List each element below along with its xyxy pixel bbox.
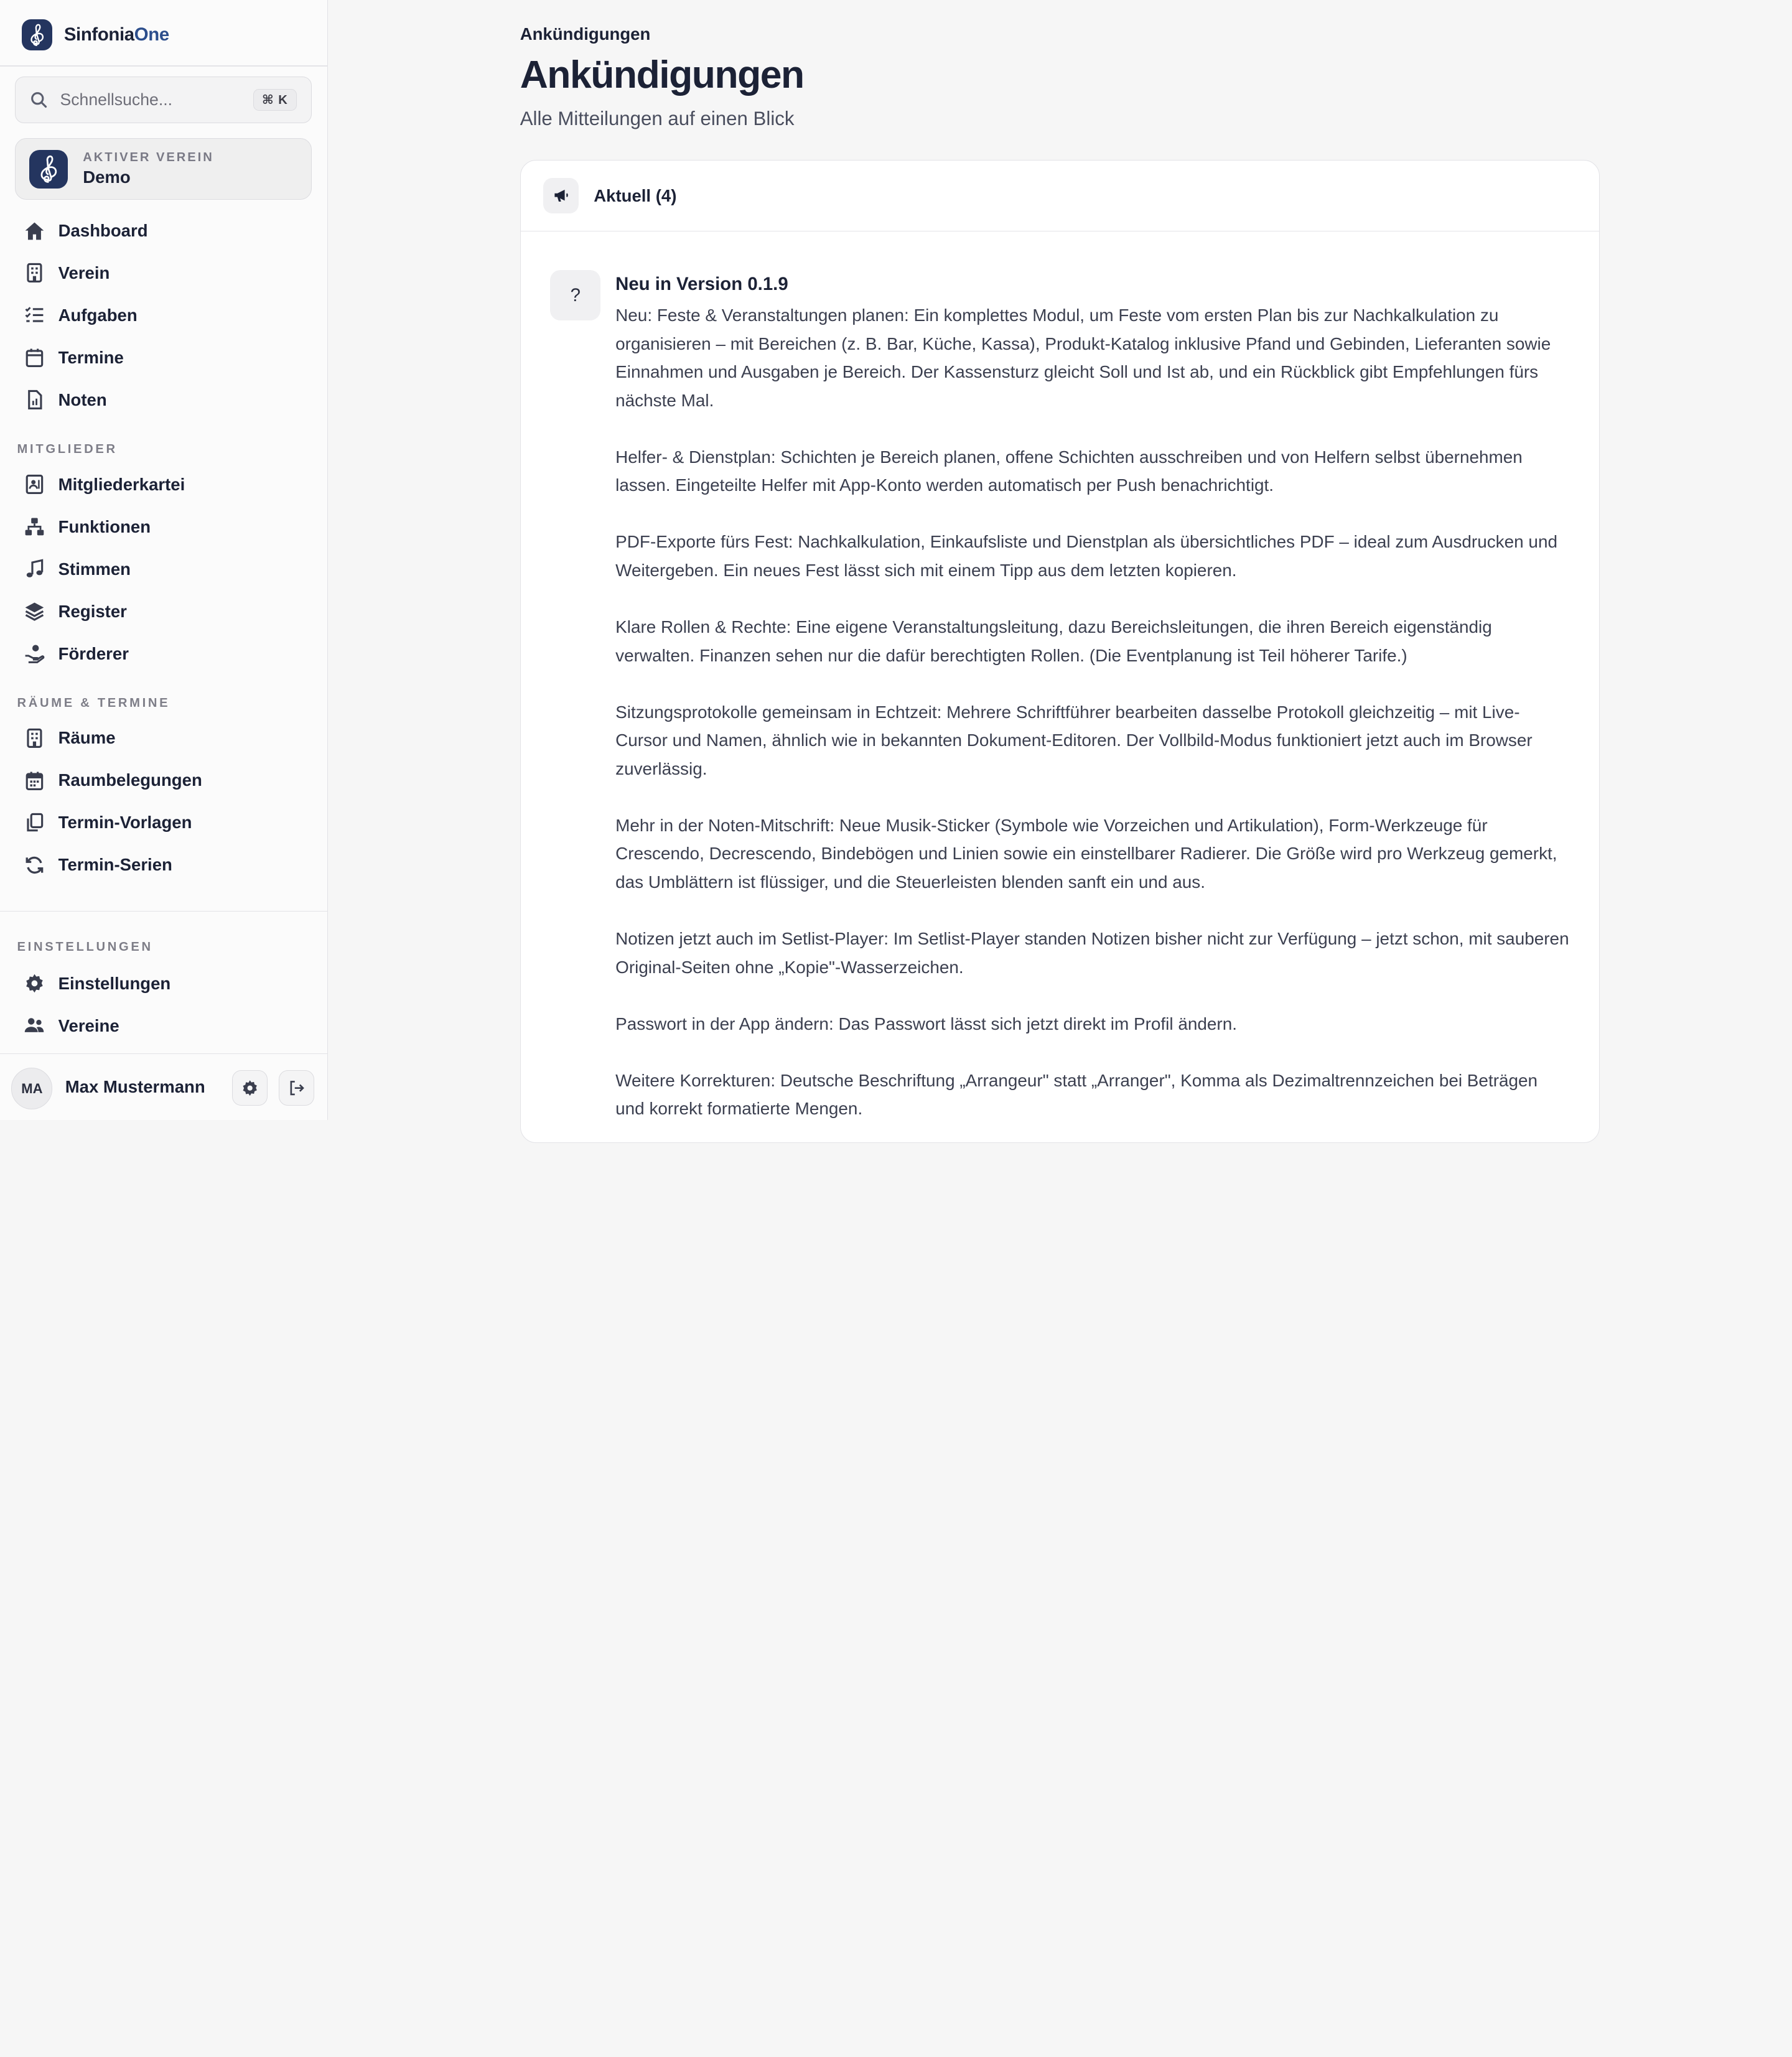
- quick-search-input[interactable]: [15, 77, 312, 123]
- logout-button[interactable]: [279, 1070, 314, 1106]
- sidebar-item-label: Förderer: [58, 643, 129, 663]
- sidebar-item-label: Termin-Serien: [58, 855, 172, 875]
- avatar[interactable]: MA: [11, 1068, 52, 1109]
- announcements-card: [520, 160, 1600, 1143]
- club-text: [83, 151, 214, 187]
- club-label: AKTIVER VEREIN: [83, 151, 214, 165]
- user-settings-button[interactable]: [232, 1070, 268, 1106]
- music-note-icon: [22, 556, 47, 581]
- sidebar-item-aufgaben[interactable]: [22, 295, 307, 336]
- gear-icon: [241, 1079, 259, 1097]
- gear-icon: [22, 971, 47, 996]
- brand-name-part2: One: [134, 24, 169, 45]
- brand[interactable]: [22, 19, 169, 50]
- contact-card-icon: [22, 472, 47, 497]
- sidebar-item-label: Aufgaben: [58, 305, 138, 325]
- treble-clef-logo-icon: [29, 150, 68, 189]
- copy-icon: [22, 810, 47, 835]
- search-icon: [29, 90, 49, 110]
- divider: [0, 65, 328, 67]
- sidebar: [0, 0, 328, 1120]
- sidebar-item-label: Termin-Vorlagen: [58, 813, 192, 833]
- sidebar-item-vereine[interactable]: [22, 1005, 307, 1046]
- calendar-icon: [22, 345, 47, 370]
- active-club-switcher[interactable]: [15, 138, 312, 200]
- announcement-paragraph: PDF-Exporte fürs Fest: Nachkalkulation, Einkaufsliste und Dienstplan als übersichtliches PDF – ideal zum Ausdrucken und Weitergeben. Ein neues Fest lässt sich mit einem Tipp aus dem letzten kopieren.: [615, 532, 1557, 580]
- sidebar-item-label: Einstellungen: [58, 973, 171, 993]
- brand-name-part1: Sinfonia: [63, 24, 134, 45]
- logout-icon: [287, 1079, 306, 1097]
- search-placeholder: Schnellsuche...: [60, 90, 173, 110]
- building-icon: [22, 725, 47, 750]
- announcement-paragraph: Weitere Korrekturen: Deutsche Beschriftung „Arrangeur" statt „Arranger", Komma als Dezimaltrennzeichen bei Beträgen und korrekt formatierte Mengen.: [615, 1070, 1538, 1119]
- sidebar-item-noten[interactable]: [22, 380, 307, 421]
- sidebar-item-label: Dashboard: [58, 220, 148, 240]
- sidebar-item-raeume[interactable]: [22, 717, 307, 758]
- sidebar-item-termine[interactable]: [22, 337, 307, 378]
- megaphone-icon: [543, 178, 579, 213]
- sidebar-settings-section: [0, 911, 328, 1054]
- sidebar-item-label: Termine: [58, 347, 124, 367]
- sidebar-item-verein[interactable]: [22, 253, 307, 294]
- sidebar-item-raumbelegungen[interactable]: [22, 760, 307, 801]
- announcement-type-icon: ?: [550, 270, 600, 320]
- announcement-paragraph: Neu: Feste & Veranstaltungen planen: Ein komplettes Modul, um Feste vom ersten Plan bis zur Nachkalkulation zu organisieren – mit Bereichen (z. B. Bar, Küche, Kassa), Produkt-Katalog inklusive Pfand und Gebinden, Lieferanten sowie Einnahmen und Ausgaben je Bereich. Der Kassensturz gleicht Soll und Ist ab, und ein Rückblick gibt Empfehlungen fürs nächste Mal.: [615, 306, 1551, 410]
- sidebar-item-funktionen[interactable]: [22, 506, 307, 548]
- announcement-paragraph: Passwort in der App ändern: Das Passwort lässt sich jetzt direkt im Profil ändern.: [615, 1014, 1237, 1033]
- breadcrumb[interactable]: Ankündigungen: [520, 24, 651, 44]
- section-label-settings: EINSTELLUNGEN: [17, 940, 153, 954]
- refresh-icon: [22, 852, 47, 877]
- hand-supporter-icon: [22, 641, 47, 666]
- section-label-rooms: RÄUME & TERMINE: [17, 696, 170, 710]
- announcement-paragraph: Notizen jetzt auch im Setlist-Player: Im Setlist-Player standen Notizen bisher nicht zur Verfügung – jetzt schon, mit sauberen Original-Seiten ohne „Kopie"-Wasserzeichen.: [615, 929, 1569, 977]
- sidebar-item-foerderer[interactable]: [22, 633, 307, 674]
- sidebar-item-mitgliederkartei[interactable]: [22, 464, 307, 505]
- announcement-paragraph: Sitzungsprotokolle gemeinsam in Echtzeit: Mehrere Schriftführer bearbeiten dasselbe Protokoll gleichzeitig – mit Live-Cursor und Namen, ähnlich wie in bekannten Dokument-Editoren. Der Vollbild-Modus funktioniert jetzt auch im Browser zuverlässig.: [615, 702, 1533, 778]
- section-label-members: MITGLIEDER: [17, 442, 118, 456]
- treble-clef-logo-icon: [22, 19, 53, 50]
- club-name: Demo: [83, 167, 131, 187]
- sidebar-item-label: Verein: [58, 263, 110, 282]
- sidebar-item-label: Register: [58, 601, 127, 621]
- users-icon: [22, 1013, 47, 1038]
- card-header-title: Aktuell (4): [594, 185, 677, 205]
- sidebar-item-label: Noten: [58, 389, 107, 409]
- org-chart-icon: [22, 514, 47, 539]
- sheet-music-file-icon: [22, 388, 47, 413]
- list-check-icon: [22, 303, 47, 328]
- announcement-paragraph: Klare Rollen & Rechte: Eine eigene Veranstaltungsleitung, dazu Bereichsleitungen, die ihren Bereich eigenständig verwalten. Finanzen sehen nur die dafür berechtigten Rollen. (Die Eventplanung ist Teil höherer Tarife.): [615, 617, 1492, 665]
- page-title: Ankündigungen: [520, 53, 804, 97]
- sidebar-nav: [0, 210, 328, 910]
- building-icon: [22, 261, 47, 286]
- sidebar-item-dashboard[interactable]: [22, 210, 307, 251]
- announcement-paragraph: Mehr in der Noten-Mitschrift: Neue Musik-Sticker (Symbole wie Vorzeichen und Artikulation), Form-Werkzeuge für Crescendo, Decrescendo, Bindebögen und Linien sowie ein einstellbarer Radierer. Die Größe wird pro Werkzeug gemerkt, das Umblättern ist flüssiger, und die Steuerleisten blenden sanft ein und aus.: [615, 815, 1557, 892]
- card-header: [521, 161, 1600, 231]
- sidebar-item-label: Funktionen: [58, 516, 151, 536]
- calendar-grid-icon: [22, 768, 47, 793]
- sidebar-item-label: Raumbelegungen: [58, 770, 202, 790]
- brand-name: [64, 24, 169, 45]
- sidebar-item-register[interactable]: [22, 591, 307, 632]
- sidebar-item-label: Mitgliederkartei: [58, 474, 185, 494]
- sidebar-item-einstellungen[interactable]: [22, 963, 307, 1004]
- announcement-paragraph: Helfer- & Dienstplan: Schichten je Bereich planen, offene Schichten ausschreiben und von Helfern selbst übernehmen lassen. Eingeteilte Helfer mit App-Konto werden automatisch per Push benachrichtigt.: [615, 447, 1523, 495]
- announcement-body: [615, 301, 1570, 1143]
- sidebar-item-label: Räume: [58, 728, 116, 748]
- user-name[interactable]: Max Mustermann: [65, 1077, 205, 1097]
- user-bar: [0, 1053, 328, 1120]
- page-subtitle: Alle Mitteilungen auf einen Blick: [520, 107, 795, 129]
- sidebar-item-label: Stimmen: [58, 559, 131, 579]
- sidebar-item-label: Vereine: [58, 1015, 119, 1035]
- announcement-title: Neu in Version 0.1.9: [615, 273, 788, 294]
- sidebar-item-stimmen[interactable]: [22, 549, 307, 590]
- layers-icon: [22, 599, 47, 623]
- sidebar-item-termin-vorlagen[interactable]: [22, 802, 307, 843]
- home-icon: [22, 218, 47, 243]
- keyboard-shortcut-badge: ⌘ K: [253, 89, 296, 111]
- sidebar-item-termin-serien[interactable]: [22, 844, 307, 885]
